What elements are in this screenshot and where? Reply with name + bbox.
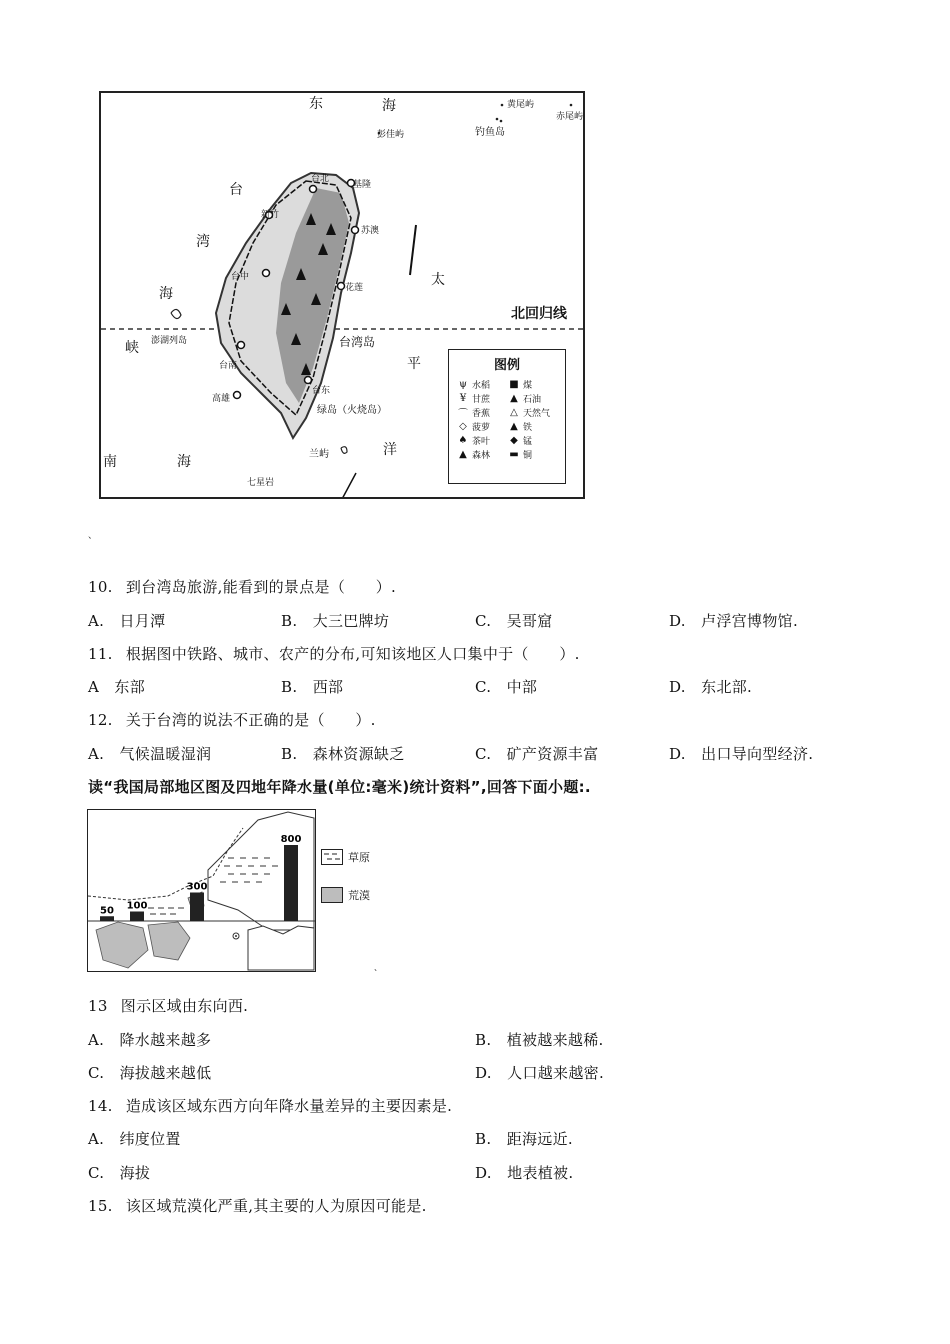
label-lanyu: 兰屿 bbox=[309, 449, 329, 460]
precip-bar-2 bbox=[130, 912, 144, 922]
stray-mark-2: 、 bbox=[374, 963, 382, 972]
legend-row bbox=[457, 405, 565, 419]
legend-label: 煤 bbox=[523, 380, 533, 391]
question-number: 11. bbox=[88, 645, 113, 663]
legend-label: 甘蔗 bbox=[472, 394, 491, 405]
precip-bar-label-3: 300 bbox=[186, 881, 208, 893]
q13-option-d[interactable]: D. 人口越来越密. bbox=[475, 1064, 605, 1082]
question-text: 关于台湾的说法不正确的是（ ）. bbox=[125, 711, 376, 729]
city-taibei: 台北 bbox=[311, 174, 330, 184]
question-text: 造成该区域东西方向年降水量差异的主要因素是. bbox=[125, 1097, 453, 1115]
stray-mark: 、 bbox=[88, 531, 98, 541]
oil-icon: ▲ bbox=[510, 392, 518, 404]
q11-option-c[interactable]: C. 中部 bbox=[475, 678, 538, 696]
label-dong: 东 bbox=[309, 96, 323, 112]
question-text: 该区域荒漠化严重,其主要的人为原因可能是. bbox=[125, 1197, 427, 1215]
pineapple-icon: ◇ bbox=[459, 420, 467, 432]
precip-bar-label-2: 100 bbox=[126, 900, 148, 912]
desert-swatch bbox=[321, 887, 343, 903]
reading-intro: 读“我国局部地区图及四地年降水量(单位:毫米)统计资料”,回答下面小题:. bbox=[88, 778, 591, 796]
q14-option-a[interactable]: A. 纬度位置 bbox=[88, 1130, 181, 1148]
question-15 bbox=[88, 1195, 427, 1216]
label-hai-south: 海 bbox=[177, 454, 191, 470]
iron-icon: ▲ bbox=[510, 420, 518, 432]
q12-option-c[interactable]: C. 矿产资源丰富 bbox=[475, 745, 599, 763]
q10-option-a[interactable]: A. 日月潭 bbox=[88, 612, 166, 630]
label-tai-pacific: 太 bbox=[431, 272, 445, 288]
label-huangweiyu: 黄尾屿 bbox=[507, 100, 535, 110]
question-number: 12. bbox=[88, 711, 113, 729]
label-tropic: 北回归线 bbox=[511, 303, 567, 323]
legend-label: 森林 bbox=[472, 450, 491, 461]
label-xia: 峡 bbox=[125, 340, 139, 356]
legend-label-grassland: 草原 bbox=[348, 851, 370, 864]
question-11 bbox=[88, 643, 580, 664]
city-suao: 苏澳 bbox=[361, 226, 380, 236]
q14-option-b[interactable]: B. 距海远近. bbox=[475, 1130, 573, 1148]
q10-option-c[interactable]: C. 吴哥窟 bbox=[475, 612, 553, 630]
legend-row bbox=[457, 433, 565, 447]
q10-option-b[interactable]: B. 大三巴牌坊 bbox=[281, 612, 390, 630]
legend-label: 菠萝 bbox=[472, 422, 491, 433]
question-number: 15. bbox=[88, 1197, 113, 1215]
precipitation-chart bbox=[88, 810, 316, 972]
q10-option-d[interactable]: D. 卢浮宫博物馆. bbox=[669, 612, 799, 630]
label-tai: 台 bbox=[229, 182, 243, 198]
label-taiwandao: 台湾岛 bbox=[339, 335, 376, 349]
label-penghu: 澎湖列岛 bbox=[151, 336, 188, 346]
tea-icon: ♠ bbox=[458, 434, 468, 446]
legend-label: 水稻 bbox=[472, 380, 491, 391]
question-14 bbox=[88, 1095, 452, 1116]
legend-label: 天然气 bbox=[523, 408, 551, 419]
city-taizhong: 台中 bbox=[231, 272, 250, 282]
rice-icon: ψ bbox=[459, 378, 467, 390]
question-number: 13 bbox=[88, 997, 108, 1015]
forest-icon: ▲ bbox=[459, 448, 467, 460]
manganese-icon: ◆ bbox=[510, 434, 518, 446]
label-ping: 平 bbox=[407, 356, 421, 372]
question-10 bbox=[88, 576, 396, 597]
q12-option-d[interactable]: D. 出口导向型经济. bbox=[669, 745, 814, 763]
question-text: 图示区域由东向西. bbox=[120, 997, 249, 1015]
city-xinzhu: 新竹 bbox=[261, 210, 280, 220]
question-text: 到台湾岛旅游,能看到的景点是（ ）. bbox=[125, 578, 397, 596]
gas-icon: △ bbox=[510, 406, 518, 418]
q12-option-b[interactable]: B. 森林资源缺乏 bbox=[281, 745, 405, 763]
precip-bar-1 bbox=[100, 916, 114, 921]
legend-row bbox=[457, 377, 565, 391]
banana-icon: ⌒ bbox=[458, 408, 468, 420]
legend-row bbox=[457, 419, 565, 433]
q11-option-a[interactable]: A 东部 bbox=[88, 678, 146, 696]
q13-option-a[interactable]: A. 降水越来越多 bbox=[88, 1031, 212, 1049]
city-tainan: 台南 bbox=[219, 361, 238, 371]
legend-label: 香蕉 bbox=[472, 408, 491, 419]
legend-row bbox=[457, 391, 565, 405]
city-taidong: 台东 bbox=[312, 386, 331, 396]
city-gaoxiong: 高雄 bbox=[212, 394, 231, 404]
q12-option-a[interactable]: A. 气候温暖湿润 bbox=[88, 745, 212, 763]
q14-option-d[interactable]: D. 地表植被. bbox=[475, 1164, 574, 1182]
legend-label: 铁 bbox=[523, 422, 533, 433]
grassland-swatch bbox=[321, 849, 343, 865]
label-ludao: 绿岛（火烧岛） bbox=[317, 405, 387, 416]
coal-icon: ■ bbox=[509, 378, 519, 390]
q11-option-b[interactable]: B. 西部 bbox=[281, 678, 344, 696]
legend-title: 图例 bbox=[493, 358, 520, 373]
legend-label: 锰 bbox=[523, 436, 533, 447]
legend-label: 石油 bbox=[523, 394, 542, 405]
question-12 bbox=[88, 709, 376, 730]
precipitation-map bbox=[87, 809, 316, 972]
label-pengjiayu: 彭佳屿 bbox=[377, 130, 405, 140]
q14-option-c[interactable]: C. 海拔 bbox=[88, 1164, 151, 1182]
q13-option-c[interactable]: C. 海拔越来越低 bbox=[88, 1064, 212, 1082]
label-wan: 湾 bbox=[196, 234, 210, 250]
legend-item-grassland bbox=[321, 844, 370, 870]
question-text: 根据图中铁路、城市、农产的分布,可知该地区人口集中于（ ）. bbox=[125, 645, 580, 663]
label-diaoyudao: 钓鱼岛 bbox=[475, 127, 505, 138]
precip-bar-label-4: 800 bbox=[280, 834, 302, 845]
q11-option-d[interactable]: D. 东北部. bbox=[669, 678, 753, 696]
city-jilong: 基隆 bbox=[353, 180, 372, 190]
question-number: 14. bbox=[88, 1097, 113, 1115]
q13-option-b[interactable]: B. 植被越来越稀. bbox=[475, 1031, 604, 1049]
precip-bar-label-1: 50 bbox=[100, 905, 114, 917]
legend-label: 铜 bbox=[523, 450, 533, 461]
sugarcane-icon: ¥ bbox=[459, 392, 467, 404]
label-hai-strait: 海 bbox=[159, 286, 173, 302]
precip-bar-3 bbox=[190, 893, 204, 922]
map-legend bbox=[448, 349, 566, 484]
legend-label-desert: 荒漠 bbox=[348, 889, 370, 902]
taiwan-map bbox=[99, 91, 585, 499]
copper-icon: ▬ bbox=[509, 448, 519, 460]
question-13 bbox=[88, 995, 248, 1016]
label-nan: 南 bbox=[103, 454, 117, 470]
legend-item-desert bbox=[321, 882, 370, 908]
chart-legend bbox=[321, 844, 370, 908]
question-number: 10. bbox=[88, 578, 113, 596]
label-yang: 洋 bbox=[383, 442, 397, 458]
precip-bar-4 bbox=[284, 845, 298, 921]
city-hualian: 花莲 bbox=[345, 283, 364, 293]
label-qixingyan: 七星岩 bbox=[247, 478, 275, 488]
label-hai-east: 海 bbox=[382, 98, 396, 114]
label-chiweiyu: 赤尾屿 bbox=[556, 112, 584, 122]
legend-row bbox=[457, 447, 565, 461]
legend-label: 茶叶 bbox=[472, 436, 491, 447]
